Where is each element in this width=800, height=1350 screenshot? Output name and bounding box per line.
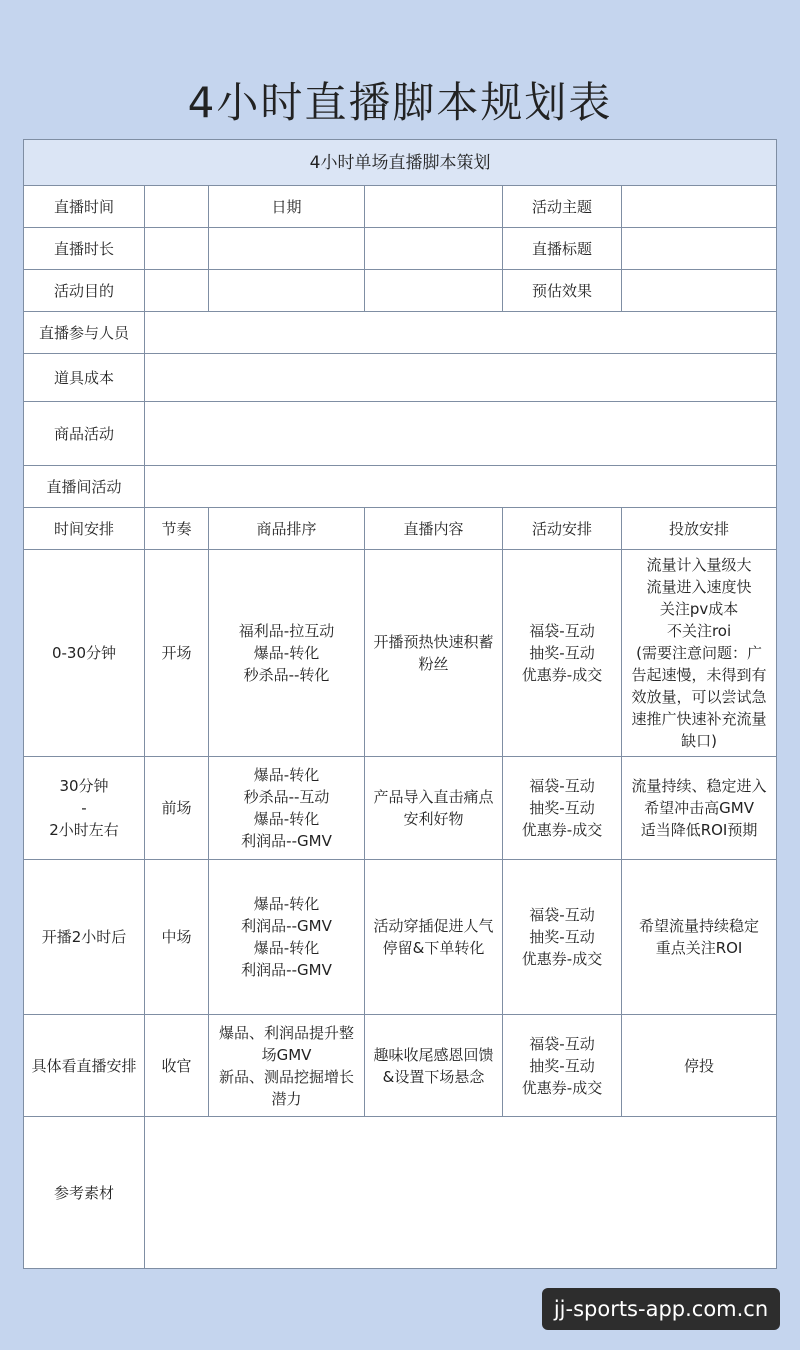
row-label: 参考素材 <box>24 1117 145 1269</box>
page-title: 4小时直播脚本规划表 <box>187 78 613 127</box>
column-header: 活动安排 <box>503 508 622 550</box>
live-content: 开播预热快速积蓄 粉丝 <box>365 550 503 757</box>
table-header-row <box>24 140 777 186</box>
time-slot: 具体看直播安排 <box>24 1015 145 1117</box>
rhythm: 前场 <box>145 757 209 860</box>
product-order: 爆品-转化 秒杀品--互动 爆品-转化 利润品--GMV <box>209 757 365 860</box>
time-slot: 0-30分钟 <box>24 550 145 757</box>
table-row <box>24 186 777 228</box>
activity-plan: 福袋-互动 抽奖-互动 优惠券-成交 <box>503 757 622 860</box>
table-cell <box>145 466 777 508</box>
schedule-row <box>24 757 777 860</box>
table-row <box>24 1117 777 1269</box>
activity-plan: 福袋-互动 抽奖-互动 优惠券-成交 <box>503 550 622 757</box>
table-row <box>24 354 777 402</box>
live-content: 活动穿插促进人气 停留&下单转化 <box>365 860 503 1015</box>
row-label: 直播时间 <box>24 186 145 228</box>
row-label: 预估效果 <box>503 270 622 312</box>
table-cell <box>145 402 777 466</box>
table-cell <box>365 228 503 270</box>
table-cell <box>622 186 777 228</box>
row-label: 直播时长 <box>24 228 145 270</box>
table-cell <box>145 270 209 312</box>
column-header: 投放安排 <box>622 508 777 550</box>
table-cell <box>145 1117 777 1269</box>
schedule-row <box>24 860 777 1015</box>
row-label: 直播参与人员 <box>24 312 145 354</box>
ad-plan: 流量持续、稳定进入 希望冲击高GMV 适当降低ROI预期 <box>622 757 777 860</box>
rhythm: 中场 <box>145 860 209 1015</box>
live-content: 产品导入直击痛点 安利好物 <box>365 757 503 860</box>
table-row <box>24 402 777 466</box>
live-content: 趣味收尾感恩回馈 &设置下场悬念 <box>365 1015 503 1117</box>
table-cell <box>365 270 503 312</box>
row-label: 活动主题 <box>503 186 622 228</box>
table-cell <box>145 186 209 228</box>
table-row <box>24 466 777 508</box>
row-label: 日期 <box>209 186 365 228</box>
table-cell <box>145 312 777 354</box>
ad-plan: 停投 <box>622 1015 777 1117</box>
rhythm: 收官 <box>145 1015 209 1117</box>
column-header: 商品排序 <box>209 508 365 550</box>
row-label: 直播标题 <box>503 228 622 270</box>
table-cell <box>209 270 365 312</box>
table-cell <box>365 186 503 228</box>
column-header: 时间安排 <box>24 508 145 550</box>
product-order: 爆品、利润品提升整 场GMV 新品、测品挖掘增长 潜力 <box>209 1015 365 1117</box>
table-cell <box>622 228 777 270</box>
product-order: 爆品-转化 利润品--GMV 爆品-转化 利润品--GMV <box>209 860 365 1015</box>
row-label: 直播间活动 <box>24 466 145 508</box>
schedule-row <box>24 1015 777 1117</box>
time-slot: 开播2小时后 <box>24 860 145 1015</box>
row-label: 道具成本 <box>24 354 145 402</box>
schedule-header-row <box>24 508 777 550</box>
table-row <box>24 312 777 354</box>
product-order: 福利品-拉互动 爆品-转化 秒杀品--转化 <box>209 550 365 757</box>
row-label: 活动目的 <box>24 270 145 312</box>
column-header: 直播内容 <box>365 508 503 550</box>
rhythm: 开场 <box>145 550 209 757</box>
activity-plan: 福袋-互动 抽奖-互动 优惠券-成交 <box>503 860 622 1015</box>
ad-plan: 流量计入量级大 流量进入速度快 关注pv成本 不关注roi (需要注意问题：广 告起速慢，未得到有 效放量，可以尝试急 速推广快速补充流量 缺口) <box>622 550 777 757</box>
live-script-table <box>23 139 777 1269</box>
table-cell <box>145 354 777 402</box>
schedule-row <box>24 550 777 757</box>
table-header: 4小时单场直播脚本策划 <box>24 140 777 186</box>
table-row <box>24 228 777 270</box>
table-cell <box>209 228 365 270</box>
row-label: 商品活动 <box>24 402 145 466</box>
activity-plan: 福袋-互动 抽奖-互动 优惠券-成交 <box>503 1015 622 1117</box>
table-cell <box>622 270 777 312</box>
table-cell <box>145 228 209 270</box>
table-row <box>24 270 777 312</box>
watermark: jj-sports-app.com.cn <box>542 1288 780 1330</box>
column-header: 节奏 <box>145 508 209 550</box>
time-slot: 30分钟 - 2小时左右 <box>24 757 145 860</box>
ad-plan: 希望流量持续稳定 重点关注ROI <box>622 860 777 1015</box>
